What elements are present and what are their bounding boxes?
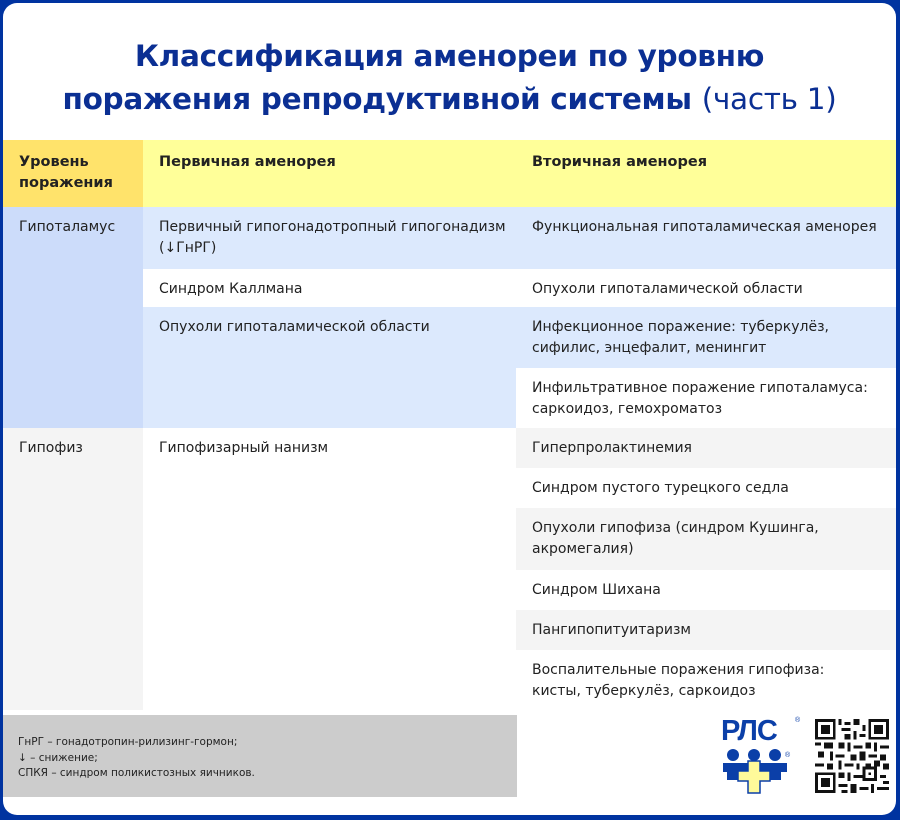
secondary-cell: Воспалительные поражения гипофиза: кисты, туберкулёз, саркоидоз — [516, 650, 896, 710]
secondary-cell: Опухоли гипоталамической области — [516, 269, 896, 307]
secondary-cell: Пангипопитуитаризм — [516, 610, 896, 650]
infographic-card — [3, 3, 896, 815]
primary-cell: Гипофизарный нанизм — [143, 428, 516, 468]
title-suffix: (часть 1) — [701, 82, 837, 116]
legend-line: ГнРГ – гонадотропин-рилизинг-гормон; — [18, 736, 238, 748]
title-line-2: поражения репродуктивной системы — [62, 82, 692, 116]
svg-text:®: ® — [785, 752, 791, 759]
title-line-1: Классификация аменореи по уровню — [134, 39, 765, 73]
primary-cell: Опухоли гипоталамической области — [143, 307, 516, 428]
logo-text: РЛС — [721, 715, 777, 747]
primary-cell: Синдром Каллмана — [143, 269, 516, 307]
secondary-cell: Гиперпролактинемия — [516, 428, 896, 468]
header-primary: Первичная аменорея — [143, 140, 516, 207]
registered-mark: ® — [795, 717, 801, 724]
secondary-cell: Инфекционное поражение: туберкулёз, сифилис, энцефалит, менингит — [516, 307, 896, 368]
secondary-cell: Опухоли гипофиза (синдром Кушинга, акромегалия) — [516, 508, 896, 570]
level-pituitary: Гипофиз — [3, 428, 143, 710]
level-hypothalamus: Гипоталамус — [3, 207, 143, 428]
primary-cell: Первичный гипогонадотропный гипогонадизм (↓ГнРГ) — [143, 207, 516, 269]
people-cross-icon — [721, 747, 801, 799]
secondary-cell: Синдром пустого турецкого седла — [516, 468, 896, 508]
rls-logo — [721, 715, 801, 800]
qr-code-icon — [815, 719, 889, 793]
legend-box — [3, 715, 517, 797]
header-secondary: Вторичная аменорея — [516, 140, 896, 207]
secondary-cell: Инфильтративное поражение гипоталамуса: саркоидоз, гемохроматоз — [516, 368, 896, 428]
secondary-cell: Функциональная гипоталамическая аменорея — [516, 207, 896, 269]
header-level: Уровень поражения — [3, 140, 143, 207]
secondary-cell: Синдром Шихана — [516, 570, 896, 610]
legend-line: СПКЯ – синдром поликистозных яичников. — [18, 767, 255, 779]
legend-line: ↓ – снижение; — [18, 751, 98, 764]
page-title — [3, 35, 896, 121]
